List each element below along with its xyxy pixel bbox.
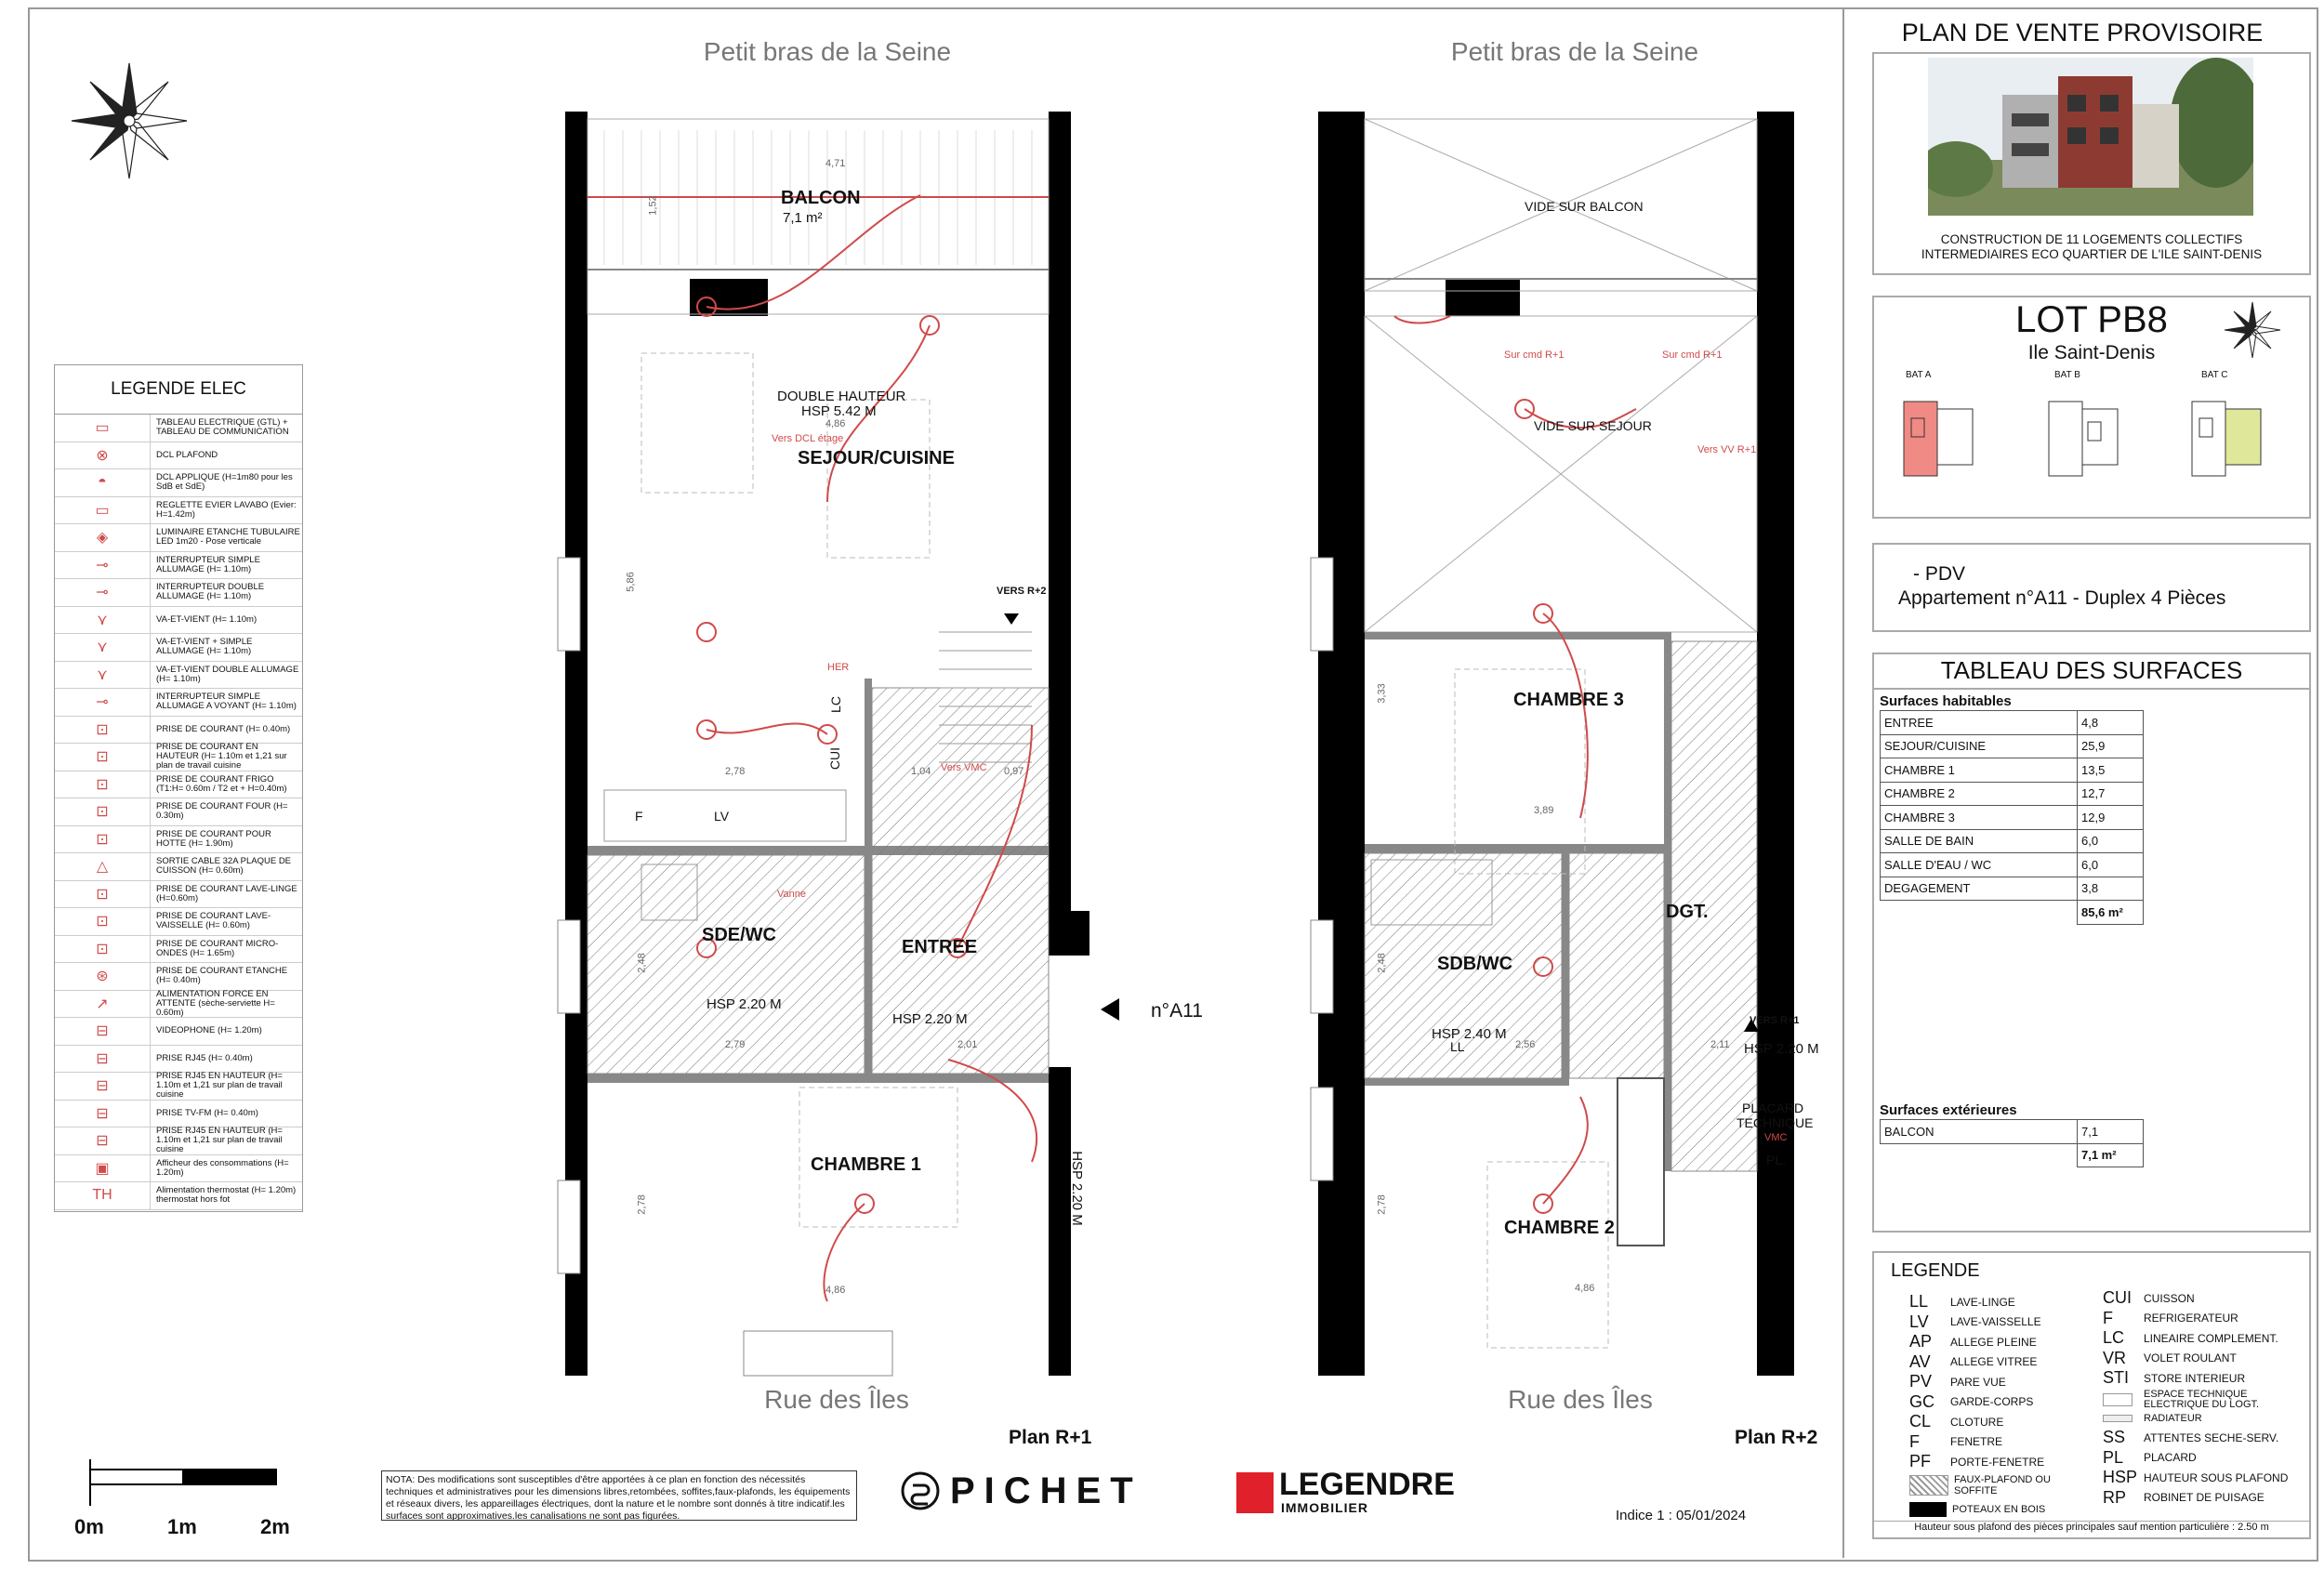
legend-elec-text: Alimentation thermostat (H= 1.20m) thermostat hors fot: [156, 1185, 297, 1206]
legend-value: CUISSON: [2144, 1291, 2195, 1305]
legend-elec-row: [55, 936, 302, 964]
legend-elec-row: [55, 552, 302, 580]
legend-elec-title: LEGENDE ELEC: [55, 365, 302, 415]
legend-entry: [2103, 1488, 2307, 1509]
label-vers-vv: Vers VV R+1: [1697, 444, 1757, 455]
legend-value: ALLEGE VITREE: [1950, 1355, 2038, 1369]
legend-elec-row: [55, 579, 302, 607]
legende-panel: [1872, 1251, 2311, 1539]
dim-278a: 2,78: [725, 766, 746, 777]
legend-value: FENETRE: [1950, 1435, 2003, 1449]
dim-256: 2,56: [1515, 1039, 1536, 1050]
legend-elec-symbol-icon: ◈: [55, 524, 151, 551]
legend-elec-row: [55, 826, 302, 854]
legend-entry: [2103, 1428, 2307, 1448]
hab-row-name: CHAMBRE 1: [1881, 758, 2078, 783]
room-pl: PL.: [1766, 1153, 1787, 1167]
legend-elec-row: [55, 771, 302, 799]
label-vers-dcl: Vers DCL étage: [772, 433, 844, 444]
tableau-title: TABLEAU DES SURFACES: [1874, 656, 2309, 690]
hab-row-value: 12,7: [2078, 782, 2144, 806]
scale-0m: 0m: [74, 1515, 104, 1538]
ext-total-row: [1881, 1143, 2144, 1167]
hab-row-value: 3,8: [2078, 877, 2144, 901]
legend-value: REFRIGERATEUR: [2144, 1312, 2238, 1325]
hab-row-value: 13,5: [2078, 758, 2144, 783]
legend-elec-text: DCL APPLIQUE (H=1m80 pour les SdB et SdE): [156, 472, 293, 493]
legend-elec-text: INTERRUPTEUR SIMPLE ALLUMAGE A VOYANT (H= 1.10m): [156, 692, 297, 712]
construction-line-2: INTERMEDIAIRES ECO QUARTIER DE L'ILE SAINT-DENIS: [1921, 247, 2263, 261]
river-label-r1: Petit bras de la Seine: [703, 37, 952, 66]
legend-elec-text: INTERRUPTEUR DOUBLE ALLUMAGE (H= 1.10m): [156, 582, 265, 602]
legend-elec-symbol-icon: ↗: [55, 991, 151, 1018]
hab-row-name: SALLE D'EAU / WC: [1881, 853, 2078, 877]
plan-r1-label: Plan R+1: [1009, 1427, 1092, 1448]
ext-row-name: BALCON: [1881, 1120, 2078, 1144]
hab-row-value: 6,0: [2078, 853, 2144, 877]
legend-elec-text: PRISE DE COURANT POUR HOTTE (H= 1.90m): [156, 828, 271, 849]
legend-key: F: [1909, 1431, 1920, 1451]
room-sde-wc: SDE/WC: [702, 925, 776, 945]
hab-row-value: 12,9: [2078, 806, 2144, 830]
room-vide-balcon: VIDE SUR BALCON: [1525, 199, 1644, 214]
bat-b-thumb: [2047, 400, 2121, 478]
legend-entry: [1909, 1392, 2095, 1413]
legend-elec-row: [55, 1073, 302, 1101]
legend-elec-symbol-icon: ⊡: [55, 826, 151, 853]
legend-value: PARE VUE: [1950, 1375, 2006, 1389]
legend-espace: ESPACE TECHNIQUE ELECTRIQUE DU LOGT.: [2144, 1389, 2260, 1410]
faux-plafond-swatch: [1909, 1475, 1948, 1496]
legend-value: LAVE-VAISSELLE: [1950, 1315, 2041, 1329]
room-placard: PLACARD: [1742, 1101, 1804, 1115]
legend-elec-row: [55, 988, 302, 1019]
legend-elec-symbol-icon: ⊟: [55, 1046, 151, 1073]
label-hsp-220-entree: HSP 2.20 M: [892, 1011, 968, 1027]
legend-elec-text: PRISE DE COURANT MICRO-ONDES (H= 1.65m): [156, 938, 279, 958]
label-vers-r2: VERS R+2: [997, 586, 1047, 597]
legend-elec-symbol-icon: ⊸: [55, 689, 151, 716]
bat-a-label: BAT A: [1906, 370, 1932, 380]
street-label-r2: Rue des Îles: [1508, 1385, 1653, 1414]
legend-elec-row: [55, 963, 302, 991]
lot-compass-icon: [2222, 299, 2283, 361]
legend-elec-row: [55, 1182, 302, 1210]
legend-key: LL: [1909, 1292, 1929, 1312]
ext-title: Surfaces extérieures: [1880, 1102, 2017, 1118]
legend-entry: [2103, 1368, 2307, 1389]
ext-row: [1881, 1120, 2144, 1144]
legendre-logo-text: LEGENDRE: [1279, 1467, 1455, 1502]
legend-entry: [2103, 1448, 2307, 1469]
street-label-r1: Rue des Îles: [764, 1385, 909, 1414]
label-cui: CUI: [827, 746, 843, 771]
legend-elec-symbol-icon: ⊛: [55, 963, 151, 990]
legend-elec-row: [55, 689, 302, 717]
apt-marker: n°A11: [1151, 1000, 1203, 1022]
legend-elec-row: [55, 1046, 302, 1074]
poteaux-swatch: [1909, 1502, 1947, 1517]
legend-elec-symbol-icon: ⊡: [55, 771, 151, 798]
cover-panel: [1872, 52, 2311, 275]
label-hsp-220: HSP 2.20 M: [1744, 1041, 1819, 1057]
label-sur-cmd-a: Sur cmd R+1: [1504, 349, 1565, 361]
room-vide-sejour: VIDE SUR SEJOUR: [1534, 418, 1652, 433]
legend-elec-row: [55, 744, 302, 771]
bat-b-label: BAT B: [2054, 370, 2080, 380]
label-hsp-542: HSP 5.42 M: [801, 403, 877, 419]
label-vmc: VMC: [1764, 1132, 1788, 1143]
label-hsp-240: HSP 2.40 M: [1432, 1026, 1507, 1042]
dim-486b: 4,86: [825, 1285, 846, 1296]
hab-row: [1881, 853, 2144, 877]
dim-389: 3,89: [1534, 805, 1554, 816]
legend-key: CUI: [2103, 1288, 2132, 1308]
legend-elec-text: VIDEOPHONE (H= 1.20m): [156, 1025, 262, 1036]
legend-elec-row: [55, 662, 302, 690]
hab-row-name: SEJOUR/CUISINE: [1881, 734, 2078, 758]
hab-row-name: DEGAGEMENT: [1881, 877, 2078, 901]
label-f: F: [635, 809, 643, 824]
legendre-logo-icon: [1236, 1472, 1274, 1513]
legend-value: ROBINET DE PUISAGE: [2144, 1491, 2265, 1505]
pdv-label: - PDV: [1913, 563, 1966, 585]
legend-key: PL: [2103, 1447, 2124, 1467]
dim-097: 0,97: [1004, 766, 1024, 777]
legend-entry: [2103, 1288, 2307, 1309]
legend-key: AV: [1909, 1351, 1931, 1371]
legend-key: CL: [1909, 1412, 1932, 1431]
legend-entry: [1909, 1372, 2095, 1392]
legend-elec-symbol-icon: ⊸: [55, 552, 151, 579]
indice-date: Indice 1 : 05/01/2024: [1616, 1508, 1747, 1523]
legend-key: F: [2103, 1308, 2113, 1327]
legend-elec-row: [55, 634, 302, 662]
dim-211: 2,11: [1710, 1039, 1730, 1050]
legend-elec-text: ALIMENTATION FORCE EN ATTENTE (sèche-serviette H= 0.60m): [156, 988, 275, 1018]
hab-row-value: 6,0: [2078, 829, 2144, 853]
surfaces-panel: [1872, 653, 2311, 1233]
hab-row: [1881, 782, 2144, 806]
legend-value: PORTE-FENETRE: [1950, 1455, 2045, 1469]
nota-box: NOTA: Des modifications sont susceptibles d'être apportées à ce plan en fonction des nécessités techniques et administratives pour les dimensions libres,retombées, soffites,faux-plafonds, les équipements et réseaux divers, les appareillages électriques, dont la nature et le nombre sont donnés à titre indicatif.les surfaces sont approximatives.les canalisations ne sont pas figurées.: [381, 1470, 857, 1521]
entrance-arrow-icon: [1101, 998, 1119, 1021]
legend-elec-row: [55, 1101, 302, 1128]
label-sur-cmd-b: Sur cmd R+1: [1662, 349, 1723, 361]
legend-elec-text: SORTIE CABLE 32A PLAQUE DE CUISSON (H= 0.60m): [156, 856, 292, 877]
hab-row: [1881, 758, 2144, 783]
legend-elec-symbol-icon: ⊡: [55, 744, 151, 771]
legend-elec-text: VA-ET-VIENT DOUBLE ALLUMAGE (H= 1.10m): [156, 664, 299, 684]
hab-total: 85,6 m²: [2078, 901, 2144, 925]
room-dgt: DGT.: [1666, 902, 1709, 922]
hab-row-name: ENTREE: [1881, 711, 2078, 735]
legend-elec-symbol-icon: TH: [55, 1182, 151, 1209]
hab-row: [1881, 806, 2144, 830]
lot-panel: [1872, 296, 2311, 519]
hab-row-value: 25,9: [2078, 734, 2144, 758]
legend-value: CLOTURE: [1950, 1415, 2004, 1429]
room-chambre-1: CHAMBRE 1: [811, 1154, 921, 1175]
legend-elec-text: DCL PLAFOND: [156, 449, 218, 460]
dim-248: 2,48: [636, 953, 648, 973]
room-entree: ENTREE: [902, 937, 978, 957]
hab-table: [1880, 710, 2144, 925]
label-ll: LL: [1450, 1039, 1465, 1054]
dim-152: 1,52: [647, 195, 659, 216]
legend-entry: [1909, 1332, 2095, 1352]
hab-title: Surfaces habitables: [1880, 693, 2012, 709]
legend-key: GC: [1909, 1391, 1934, 1411]
hab-row-name: CHAMBRE 2: [1881, 782, 2078, 806]
room-balcon-area: 7,1 m²: [783, 210, 823, 226]
legend-key: RP: [2103, 1487, 2127, 1507]
legend-elec-symbol-icon: ▭: [55, 415, 151, 442]
legend-elec-row: [55, 497, 302, 525]
right-title: PLAN DE VENTE PROVISOIRE: [1901, 19, 2264, 46]
hab-row: [1881, 711, 2144, 735]
dim-104: 1,04: [911, 766, 931, 777]
legend-key: SS: [2103, 1428, 2126, 1447]
legend-value: LAVE-LINGE: [1950, 1295, 2015, 1309]
legend-elec-symbol-icon: ⋎: [55, 662, 151, 689]
legend-elec: [54, 364, 303, 1212]
lot-title: LOT PB8: [2015, 299, 2168, 340]
legend-elec-symbol-icon: ⊟: [55, 1018, 151, 1045]
room-sdb-wc: SDB/WC: [1437, 954, 1513, 974]
legend-value: HAUTEUR SOUS PLAFOND: [2144, 1470, 2289, 1484]
label-her: HER: [827, 662, 850, 673]
legend-value: STORE INTERIEUR: [2144, 1371, 2246, 1385]
legend-elec-text: Afficheur des consommations (H= 1.20m): [156, 1157, 289, 1178]
legend-elec-row: [55, 1127, 302, 1155]
ext-total: 7,1 m²: [2078, 1143, 2144, 1167]
label-double-hauteur: DOUBLE HAUTEUR: [777, 389, 906, 404]
ext-row-value: 7,1: [2078, 1120, 2144, 1144]
hab-row: [1881, 829, 2144, 853]
hab-row: [1881, 734, 2144, 758]
legend-elec-text: PRISE RJ45 EN HAUTEUR (H= 1.10m et 1,21 sur plan de travail cuisine: [156, 1071, 283, 1101]
legend-radiateur: RADIATEUR: [2144, 1413, 2202, 1424]
legend-elec-text: PRISE RJ45 (H= 0.40m): [156, 1052, 253, 1063]
lot-sub: Ile Saint-Denis: [2027, 342, 2156, 363]
legend-elec-symbol-icon: ⊡: [55, 908, 151, 935]
legend-elec-text: TABLEAU ELECTRIQUE (GTL) + TABLEAU DE COMMUNICATION: [156, 417, 289, 438]
legend-elec-text: PRISE DE COURANT LAVE-LINGE (H=0.60m): [156, 883, 297, 903]
dim-201: 2,01: [957, 1039, 978, 1050]
floor-plan-r1: [548, 93, 1143, 1385]
label-vanne: Vanne: [777, 889, 806, 900]
label-hsp-220-sde: HSP 2.20 M: [706, 996, 782, 1012]
legend-key: PV: [1909, 1372, 1933, 1391]
legend-entry: [2103, 1468, 2307, 1488]
legend-elec-row: [55, 1155, 302, 1183]
pichet-logo-icon: [900, 1470, 941, 1511]
legend-elec-symbol-icon: ⊟: [55, 1127, 151, 1154]
legend-key: LV: [1909, 1312, 1929, 1331]
label-lc: LC: [827, 696, 843, 713]
scale-bar-white: [89, 1469, 184, 1485]
label-vers-r1: VERS R+1: [1750, 1015, 1800, 1026]
legend-elec-symbol-icon: ⊡: [55, 798, 151, 825]
legend-elec-symbol-icon: ◓: [55, 469, 151, 496]
legend-elec-row: [55, 1018, 302, 1046]
dim-248-r2: 2,48: [1376, 953, 1388, 973]
legend-entry: [2103, 1328, 2307, 1349]
hab-row-value: 4,8: [2078, 711, 2144, 735]
legend-elec-row: [55, 415, 302, 442]
scale-bar-black: [182, 1469, 277, 1485]
legend-elec-text: VA-ET-VIENT (H= 1.10m): [156, 613, 257, 625]
legend-elec-row: [55, 853, 302, 881]
radiateur-swatch: [2103, 1415, 2133, 1422]
legend-elec-text: REGLETTE EVIER LAVABO (Evier: H=1.42m): [156, 499, 297, 520]
legend-entry: [2103, 1309, 2307, 1329]
scale-2m: 2m: [260, 1515, 290, 1538]
legend-elec-text: PRISE DE COURANT EN HAUTEUR (H= 1.10m et 1,21 sur plan de travail cuisine: [156, 742, 287, 771]
legend-entry: [1909, 1452, 2095, 1472]
river-label-r2: Petit bras de la Seine: [1450, 37, 1699, 66]
legend-elec-text: PRISE DE COURANT ETANCHE (H= 0.40m): [156, 966, 288, 986]
legend-elec-symbol-icon: ▭: [55, 497, 151, 524]
compass-rose-icon: [41, 37, 218, 204]
legend-entry: [1909, 1412, 2095, 1432]
legend-elec-row: [55, 881, 302, 909]
legend-elec-symbol-icon: ⊡: [55, 717, 151, 744]
legend-entry: [1909, 1292, 2095, 1312]
dim-278b: 2,78: [636, 1194, 648, 1215]
hab-row-name: CHAMBRE 3: [1881, 806, 2078, 830]
legend-value: GARDE-CORPS: [1950, 1395, 2034, 1409]
legend-entry: [1909, 1352, 2095, 1373]
legend-elec-text: VA-ET-VIENT + SIMPLE ALLUMAGE (H= 1.10m): [156, 637, 253, 657]
apartment-panel: [1872, 543, 2311, 632]
legend-elec-symbol-icon: ⊟: [55, 1073, 151, 1100]
legend-elec-text: LUMINAIRE ETANCHE TUBULAIRE LED 1m20 - Pose verticale: [156, 527, 300, 547]
legend-elec-symbol-icon: ⊗: [55, 442, 151, 469]
legend-elec-row: [55, 442, 302, 470]
construction-line-1: CONSTRUCTION DE 11 LOGEMENTS COLLECTIFS: [1940, 232, 2243, 246]
dim-279: 2,79: [725, 1039, 746, 1050]
pichet-logo-text: PICHET: [950, 1470, 1142, 1511]
building-render: [1928, 58, 2253, 216]
room-chambre-2: CHAMBRE 2: [1504, 1218, 1615, 1238]
appartement-label: Appartement n°A11 - Duplex 4 Pièces: [1898, 587, 2226, 609]
legend-elec-row: [55, 607, 302, 635]
legend-elec-symbol-icon: ⊟: [55, 1101, 151, 1127]
hab-total-row: [1881, 901, 2144, 925]
espace-technique-swatch: [2103, 1393, 2133, 1406]
legend-key: AP: [1909, 1332, 1933, 1351]
legend-elec-text: INTERRUPTEUR SIMPLE ALLUMAGE (H= 1.10m): [156, 554, 260, 574]
legend-key: VR: [2103, 1348, 2127, 1367]
plan-r2-label: Plan R+2: [1735, 1427, 1818, 1448]
legend-elec-row: [55, 469, 302, 497]
legend-poteaux: POTEAUX EN BOIS: [1952, 1504, 2046, 1515]
dim-471: 4,71: [825, 158, 846, 169]
legend-key: LC: [2103, 1328, 2125, 1348]
legend-elec-symbol-icon: ▣: [55, 1155, 151, 1182]
dim-333: 3,33: [1376, 683, 1388, 704]
legend-elec-symbol-icon: ⋎: [55, 607, 151, 634]
room-balcon: BALCON: [781, 188, 861, 208]
room-chambre-3: CHAMBRE 3: [1513, 690, 1624, 710]
legend-elec-row: [55, 717, 302, 745]
hab-row: [1881, 877, 2144, 901]
legend-entry: [2103, 1349, 2307, 1369]
legend-key: PF: [1909, 1452, 1932, 1471]
dim-486-r2: 4,86: [1575, 1283, 1595, 1294]
legende-title: LEGENDE: [1891, 1260, 1980, 1281]
label-vers-vmc: Vers VMC: [941, 762, 987, 773]
legend-value: VOLET ROULANT: [2144, 1351, 2237, 1365]
legend-value: ALLEGE PLEINE: [1950, 1335, 2037, 1349]
legend-key: STI: [2103, 1368, 2130, 1388]
hab-row-name: SALLE DE BAIN: [1881, 829, 2078, 853]
legend-elec-text: PRISE DE COURANT FOUR (H= 0.30m): [156, 801, 288, 822]
legend-elec-symbol-icon: ⋎: [55, 634, 151, 661]
room-sejour-cuisine: SEJOUR/CUISINE: [798, 448, 955, 468]
legend-value: ATTENTES SECHE-SERV.: [2144, 1430, 2279, 1444]
legend-entry: [1909, 1312, 2095, 1333]
dim-586: 5,86: [625, 572, 637, 592]
legend-elec-row: [55, 908, 302, 936]
bat-c-label: BAT C: [2201, 370, 2228, 380]
legend-value: LINEAIRE COMPLEMENT.: [2144, 1331, 2278, 1345]
room-technique: TECHNIQUE: [1736, 1115, 1814, 1130]
legendre-logo-sub: IMMOBILIER: [1281, 1500, 1368, 1515]
legend-value: PLACARD: [2144, 1451, 2197, 1465]
floor-plan-r2: [1301, 93, 1859, 1385]
legend-elec-text: PRISE DE COURANT LAVE-VAISSELLE (H= 0.60m): [156, 911, 271, 931]
scale-1m: 1m: [167, 1515, 197, 1538]
label-lv: LV: [714, 809, 730, 824]
legend-elec-symbol-icon: ⊸: [55, 579, 151, 606]
ext-table: [1880, 1119, 2144, 1167]
bat-c-thumb: [2190, 400, 2265, 478]
scale-tick: [89, 1459, 91, 1506]
legend-entry: [1909, 1432, 2095, 1453]
legend-key: HSP: [2103, 1468, 2138, 1487]
legend-elec-row: [55, 524, 302, 552]
legend-elec-text: PRISE DE COURANT FRIGO (T1:H= 0.60m / T2 et + H=0.40m): [156, 773, 287, 794]
legend-elec-symbol-icon: ⊡: [55, 936, 151, 963]
legend-elec-symbol-icon: △: [55, 853, 151, 880]
legend-elec-text: PRISE TV-FM (H= 0.40m): [156, 1107, 258, 1118]
legend-faux-plafond: FAUX-PLAFOND OU SOFFITE: [1954, 1474, 2051, 1496]
dim-486a: 4,86: [825, 418, 846, 429]
dim-278-r2: 2,78: [1376, 1194, 1388, 1215]
hauteur-note: Hauteur sous plafond des pièces principales sauf mention particulière : 2.50 m: [1874, 1521, 2309, 1533]
legend-elec-symbol-icon: ⊡: [55, 881, 151, 908]
label-hsp-220-chambre1: HSP 2.20 M: [1068, 1151, 1085, 1226]
legend-elec-text: PRISE RJ45 EN HAUTEUR (H= 1.10m et 1,21 sur plan de travail cuisine: [156, 1126, 283, 1155]
bat-a-thumb: [1902, 400, 1976, 478]
legend-elec-text: PRISE DE COURANT (H= 0.40m): [156, 723, 291, 734]
legend-elec-row: [55, 798, 302, 826]
